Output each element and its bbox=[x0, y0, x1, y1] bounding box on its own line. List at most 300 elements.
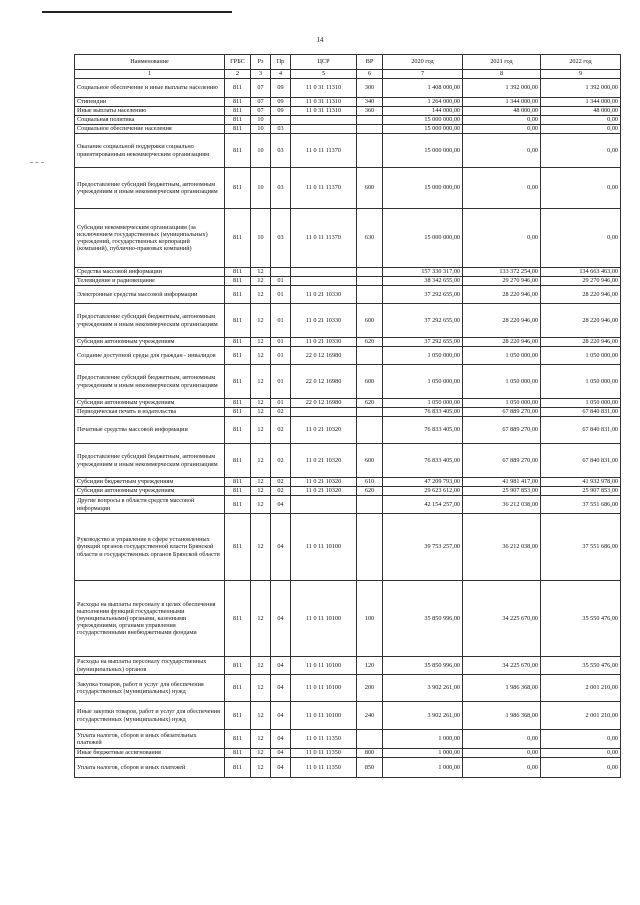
cell-name: Социальное обеспечение и иные выплаты населению bbox=[75, 79, 225, 98]
cell-2021: 1 050 000,00 bbox=[463, 347, 541, 365]
cell-csr bbox=[291, 268, 357, 277]
cell-2022: 2 001 210,00 bbox=[541, 675, 621, 702]
cell-grbs: 811 bbox=[225, 365, 251, 399]
top-rule bbox=[42, 11, 232, 13]
cell-2020: 37 292 655,00 bbox=[383, 338, 463, 347]
table-row bbox=[75, 107, 621, 116]
col-header-name: Наименование bbox=[75, 55, 225, 70]
col-header-2022: 2022 год bbox=[541, 55, 621, 70]
cell-2020: 15 000 000,00 bbox=[383, 116, 463, 125]
cell-name: Субсидии некоммерческим организациям (за исключением государственных (муниципальных) учреждений, государственных корпораций (компаний), публично-правовых компаний) bbox=[75, 209, 225, 268]
cell-pr: 03 bbox=[271, 134, 291, 168]
cell-rz: 12 bbox=[251, 702, 271, 730]
cell-2021: 0,00 bbox=[463, 758, 541, 778]
cell-2022: 67 840 831,00 bbox=[541, 444, 621, 478]
column-index-row bbox=[75, 70, 621, 79]
cell-2020: 1 000,00 bbox=[383, 749, 463, 758]
cell-rz: 12 bbox=[251, 730, 271, 749]
cell-name: Уплата налогов, сборов и иных обязательных платежей bbox=[75, 730, 225, 749]
table-row bbox=[75, 365, 621, 399]
table-row bbox=[75, 277, 621, 286]
cell-vr: 240 bbox=[357, 702, 383, 730]
table-row bbox=[75, 286, 621, 304]
cell-name: Электронные средства массовой информации bbox=[75, 286, 225, 304]
cell-grbs: 811 bbox=[225, 286, 251, 304]
cell-csr: 11 0 11 10100 bbox=[291, 657, 357, 675]
cell-csr: 22 0 12 16980 bbox=[291, 399, 357, 408]
table-row bbox=[75, 749, 621, 758]
cell-vr: 620 bbox=[357, 338, 383, 347]
col-index: 1 bbox=[75, 70, 225, 79]
cell-csr: 11 0 11 10100 bbox=[291, 702, 357, 730]
table-row bbox=[75, 304, 621, 338]
cell-2021: 67 889 270,00 bbox=[463, 444, 541, 478]
table-row bbox=[75, 514, 621, 581]
cell-pr: 01 bbox=[271, 338, 291, 347]
cell-vr: 630 bbox=[357, 209, 383, 268]
table-row bbox=[75, 399, 621, 408]
cell-csr: 11 0 21 10320 bbox=[291, 417, 357, 444]
cell-vr bbox=[357, 347, 383, 365]
cell-pr: 04 bbox=[271, 496, 291, 514]
cell-csr: 11 0 21 10330 bbox=[291, 338, 357, 347]
cell-vr: 620 bbox=[357, 399, 383, 408]
cell-csr: 11 0 21 10330 bbox=[291, 286, 357, 304]
cell-2022: 0,00 bbox=[541, 134, 621, 168]
cell-grbs: 811 bbox=[225, 675, 251, 702]
cell-2022: 25 907 853,00 bbox=[541, 487, 621, 496]
cell-grbs: 811 bbox=[225, 347, 251, 365]
cell-name: Оказание социальной поддержки социально ориентированным некоммерческим организациям bbox=[75, 134, 225, 168]
cell-2021: 1 986 368,00 bbox=[463, 702, 541, 730]
table-row bbox=[75, 478, 621, 487]
cell-2022: 35 550 476,00 bbox=[541, 657, 621, 675]
cell-2021: 28 220 946,00 bbox=[463, 304, 541, 338]
margin-mark bbox=[30, 162, 44, 164]
cell-rz: 12 bbox=[251, 408, 271, 417]
cell-2020: 1 000,00 bbox=[383, 758, 463, 778]
cell-2022: 0,00 bbox=[541, 749, 621, 758]
cell-2020: 15 000 000,00 bbox=[383, 125, 463, 134]
cell-vr: 620 bbox=[357, 487, 383, 496]
cell-rz: 07 bbox=[251, 79, 271, 98]
cell-grbs: 811 bbox=[225, 487, 251, 496]
cell-name: Другие вопросы в области средств массовой информации bbox=[75, 496, 225, 514]
cell-pr: 01 bbox=[271, 304, 291, 338]
cell-2020: 35 850 996,00 bbox=[383, 657, 463, 675]
cell-pr: 03 bbox=[271, 168, 291, 209]
cell-grbs: 811 bbox=[225, 514, 251, 581]
cell-2021: 0,00 bbox=[463, 168, 541, 209]
cell-2022: 0,00 bbox=[541, 116, 621, 125]
cell-2020: 1 408 000,00 bbox=[383, 79, 463, 98]
cell-rz: 12 bbox=[251, 675, 271, 702]
cell-csr bbox=[291, 496, 357, 514]
cell-2020: 76 833 405,00 bbox=[383, 408, 463, 417]
table-row bbox=[75, 444, 621, 478]
cell-grbs: 811 bbox=[225, 478, 251, 487]
cell-name: Создание доступной среды для граждан - инвалидов bbox=[75, 347, 225, 365]
cell-2020: 35 850 996,00 bbox=[383, 581, 463, 657]
table-row bbox=[75, 134, 621, 168]
cell-pr: 02 bbox=[271, 444, 291, 478]
cell-pr: 01 bbox=[271, 399, 291, 408]
budget-table bbox=[74, 54, 621, 778]
cell-vr: 120 bbox=[357, 657, 383, 675]
cell-2021: 67 889 270,00 bbox=[463, 408, 541, 417]
cell-2022: 28 220 946,00 bbox=[541, 338, 621, 347]
cell-grbs: 811 bbox=[225, 338, 251, 347]
cell-pr: 04 bbox=[271, 749, 291, 758]
cell-2020: 1 050 000,00 bbox=[383, 347, 463, 365]
cell-grbs: 811 bbox=[225, 581, 251, 657]
cell-vr bbox=[357, 268, 383, 277]
table-row bbox=[75, 338, 621, 347]
cell-2021: 0,00 bbox=[463, 116, 541, 125]
cell-name: Субсидии автономным учреждениям bbox=[75, 399, 225, 408]
cell-name: Социальная политика bbox=[75, 116, 225, 125]
col-header-rz: Рз bbox=[251, 55, 271, 70]
cell-2021: 34 225 670,00 bbox=[463, 581, 541, 657]
cell-pr bbox=[271, 268, 291, 277]
cell-2020: 1 000,00 bbox=[383, 730, 463, 749]
col-header-2020: 2020 год bbox=[383, 55, 463, 70]
cell-name: Субсидии автономным учреждениям bbox=[75, 338, 225, 347]
cell-2020: 37 292 655,00 bbox=[383, 304, 463, 338]
table-row bbox=[75, 417, 621, 444]
cell-2020: 39 753 257,00 bbox=[383, 514, 463, 581]
cell-vr bbox=[357, 125, 383, 134]
cell-rz: 07 bbox=[251, 107, 271, 116]
cell-pr: 09 bbox=[271, 79, 291, 98]
cell-csr: 11 0 11 11350 bbox=[291, 758, 357, 778]
cell-vr bbox=[357, 116, 383, 125]
cell-2022: 2 001 210,00 bbox=[541, 702, 621, 730]
cell-2021: 0,00 bbox=[463, 209, 541, 268]
cell-2022: 67 840 831,00 bbox=[541, 417, 621, 444]
cell-grbs: 811 bbox=[225, 268, 251, 277]
cell-2022: 1 050 000,00 bbox=[541, 347, 621, 365]
cell-pr bbox=[271, 116, 291, 125]
cell-2020: 1 050 000,00 bbox=[383, 399, 463, 408]
cell-pr: 04 bbox=[271, 702, 291, 730]
cell-2020: 144 000,00 bbox=[383, 107, 463, 116]
cell-2021: 0,00 bbox=[463, 730, 541, 749]
cell-name: Социальное обеспечение населения bbox=[75, 125, 225, 134]
cell-grbs: 811 bbox=[225, 749, 251, 758]
cell-2020: 29 623 612,00 bbox=[383, 487, 463, 496]
cell-grbs: 811 bbox=[225, 758, 251, 778]
cell-csr bbox=[291, 116, 357, 125]
cell-2022: 37 551 686,00 bbox=[541, 496, 621, 514]
cell-2022: 29 270 946,00 bbox=[541, 277, 621, 286]
table-row bbox=[75, 496, 621, 514]
table-row bbox=[75, 98, 621, 107]
cell-2021: 36 212 038,00 bbox=[463, 496, 541, 514]
cell-2021: 1 392 000,00 bbox=[463, 79, 541, 98]
cell-rz: 12 bbox=[251, 749, 271, 758]
cell-rz: 10 bbox=[251, 116, 271, 125]
cell-csr: 11 0 11 10100 bbox=[291, 581, 357, 657]
cell-csr: 11 0 21 10320 bbox=[291, 444, 357, 478]
col-index: 5 bbox=[291, 70, 357, 79]
col-header-vr: ВР bbox=[357, 55, 383, 70]
cell-2021: 0,00 bbox=[463, 749, 541, 758]
cell-2020: 1 050 000,00 bbox=[383, 365, 463, 399]
cell-2021: 1 344 000,00 bbox=[463, 98, 541, 107]
cell-rz: 12 bbox=[251, 286, 271, 304]
table-row bbox=[75, 758, 621, 778]
cell-2022: 1 050 000,00 bbox=[541, 399, 621, 408]
cell-vr bbox=[357, 496, 383, 514]
cell-2022: 1 344 000,00 bbox=[541, 98, 621, 107]
cell-2021: 133 372 254,00 bbox=[463, 268, 541, 277]
cell-rz: 12 bbox=[251, 399, 271, 408]
col-index: 6 bbox=[357, 70, 383, 79]
cell-name: Средства массовой информации bbox=[75, 268, 225, 277]
cell-csr bbox=[291, 125, 357, 134]
cell-2021: 29 270 946,00 bbox=[463, 277, 541, 286]
cell-2022: 1 392 000,00 bbox=[541, 79, 621, 98]
cell-rz: 12 bbox=[251, 758, 271, 778]
cell-2020: 3 902 261,00 bbox=[383, 675, 463, 702]
cell-2022: 28 220 946,00 bbox=[541, 286, 621, 304]
cell-2021: 1 050 000,00 bbox=[463, 365, 541, 399]
cell-grbs: 811 bbox=[225, 730, 251, 749]
cell-vr bbox=[357, 408, 383, 417]
cell-grbs: 811 bbox=[225, 125, 251, 134]
cell-grbs: 811 bbox=[225, 657, 251, 675]
cell-csr: 11 0 21 10320 bbox=[291, 487, 357, 496]
cell-name: Расходы на выплаты персоналу в целях обеспечения выполнения функций государственными (муниципальными) органами, казенными учреждениями, органами управления государственными внебюджетными фондами bbox=[75, 581, 225, 657]
cell-2021: 41 981 417,00 bbox=[463, 478, 541, 487]
cell-name: Предоставление субсидий бюджетным, автономным учреждениям и иным некоммерческим организациям bbox=[75, 168, 225, 209]
cell-pr: 03 bbox=[271, 209, 291, 268]
cell-csr: 11 0 11 10100 bbox=[291, 514, 357, 581]
cell-vr: 850 bbox=[357, 758, 383, 778]
col-index: 3 bbox=[251, 70, 271, 79]
cell-grbs: 811 bbox=[225, 417, 251, 444]
cell-vr: 610 bbox=[357, 478, 383, 487]
cell-vr: 100 bbox=[357, 581, 383, 657]
cell-2021: 0,00 bbox=[463, 134, 541, 168]
col-index: 7 bbox=[383, 70, 463, 79]
cell-name: Телевидение и радиовещание bbox=[75, 277, 225, 286]
cell-vr: 600 bbox=[357, 168, 383, 209]
cell-2020: 38 342 655,00 bbox=[383, 277, 463, 286]
cell-grbs: 811 bbox=[225, 168, 251, 209]
cell-grbs: 811 bbox=[225, 107, 251, 116]
cell-2020: 15 000 000,00 bbox=[383, 134, 463, 168]
cell-2020: 76 833 405,00 bbox=[383, 417, 463, 444]
cell-2020: 42 154 257,00 bbox=[383, 496, 463, 514]
cell-vr: 200 bbox=[357, 675, 383, 702]
cell-rz: 12 bbox=[251, 496, 271, 514]
cell-vr bbox=[357, 730, 383, 749]
cell-name: Стипендии bbox=[75, 98, 225, 107]
cell-2022: 0,00 bbox=[541, 168, 621, 209]
table-row bbox=[75, 125, 621, 134]
cell-rz: 12 bbox=[251, 581, 271, 657]
table-row bbox=[75, 702, 621, 730]
cell-2021: 48 000,00 bbox=[463, 107, 541, 116]
cell-name: Руководство и управление в сфере установленных функций органов государственной власти Брянской области и государственных органов Брянской области bbox=[75, 514, 225, 581]
cell-rz: 12 bbox=[251, 338, 271, 347]
page-number: 14 bbox=[316, 36, 324, 44]
cell-csr: 11 0 31 11310 bbox=[291, 107, 357, 116]
cell-2022: 0,00 bbox=[541, 209, 621, 268]
cell-2022: 0,00 bbox=[541, 758, 621, 778]
cell-grbs: 811 bbox=[225, 399, 251, 408]
cell-2021: 36 212 038,00 bbox=[463, 514, 541, 581]
cell-pr: 02 bbox=[271, 417, 291, 444]
cell-2020: 157 330 317,00 bbox=[383, 268, 463, 277]
header-row bbox=[75, 55, 621, 70]
cell-csr: 11 0 11 10100 bbox=[291, 675, 357, 702]
cell-grbs: 811 bbox=[225, 209, 251, 268]
cell-vr: 340 bbox=[357, 98, 383, 107]
cell-rz: 10 bbox=[251, 125, 271, 134]
cell-csr: 22 0 12 16980 bbox=[291, 365, 357, 399]
table-row bbox=[75, 79, 621, 98]
cell-name: Печатные средства массовой информации bbox=[75, 417, 225, 444]
cell-2021: 34 225 670,00 bbox=[463, 657, 541, 675]
col-header-pr: Пр bbox=[271, 55, 291, 70]
cell-rz: 12 bbox=[251, 304, 271, 338]
table-row bbox=[75, 675, 621, 702]
cell-name: Периодическая печать и издательства bbox=[75, 408, 225, 417]
table-row bbox=[75, 116, 621, 125]
cell-csr: 11 0 11 11370 bbox=[291, 168, 357, 209]
cell-name: Расходы на выплаты персоналу государственных (муниципальных) органов bbox=[75, 657, 225, 675]
cell-name: Иные выплаты населению bbox=[75, 107, 225, 116]
cell-pr: 09 bbox=[271, 107, 291, 116]
cell-vr: 600 bbox=[357, 304, 383, 338]
col-index: 4 bbox=[271, 70, 291, 79]
cell-2022: 35 550 476,00 bbox=[541, 581, 621, 657]
cell-vr bbox=[357, 417, 383, 444]
cell-csr: 11 0 11 11370 bbox=[291, 209, 357, 268]
cell-rz: 12 bbox=[251, 268, 271, 277]
table-row bbox=[75, 581, 621, 657]
cell-rz: 10 bbox=[251, 168, 271, 209]
cell-2022: 134 663 463,00 bbox=[541, 268, 621, 277]
cell-pr: 03 bbox=[271, 125, 291, 134]
cell-csr: 11 0 31 11310 bbox=[291, 79, 357, 98]
cell-2021: 1 986 368,00 bbox=[463, 675, 541, 702]
cell-rz: 12 bbox=[251, 365, 271, 399]
cell-rz: 12 bbox=[251, 514, 271, 581]
cell-name: Предоставление субсидий бюджетным, автономным учреждениям и иным некоммерческим организациям bbox=[75, 444, 225, 478]
cell-2022: 67 840 831,00 bbox=[541, 408, 621, 417]
cell-name: Закупка товаров, работ и услуг для обеспечения государственных (муниципальных) нужд bbox=[75, 675, 225, 702]
cell-2022: 41 932 978,00 bbox=[541, 478, 621, 487]
table-row bbox=[75, 730, 621, 749]
cell-pr: 04 bbox=[271, 758, 291, 778]
cell-vr bbox=[357, 514, 383, 581]
cell-grbs: 811 bbox=[225, 408, 251, 417]
table-row bbox=[75, 268, 621, 277]
col-header-2021: 2021 год bbox=[463, 55, 541, 70]
cell-2022: 48 000,00 bbox=[541, 107, 621, 116]
cell-2021: 25 907 853,00 bbox=[463, 487, 541, 496]
cell-vr: 800 bbox=[357, 749, 383, 758]
cell-csr: 11 0 11 11350 bbox=[291, 749, 357, 758]
cell-vr: 600 bbox=[357, 365, 383, 399]
cell-rz: 12 bbox=[251, 657, 271, 675]
cell-2021: 28 220 946,00 bbox=[463, 338, 541, 347]
cell-vr bbox=[357, 134, 383, 168]
cell-vr: 600 bbox=[357, 444, 383, 478]
cell-rz: 12 bbox=[251, 487, 271, 496]
cell-pr: 04 bbox=[271, 730, 291, 749]
cell-pr: 01 bbox=[271, 277, 291, 286]
cell-2020: 37 292 655,00 bbox=[383, 286, 463, 304]
cell-csr: 11 0 11 11350 bbox=[291, 730, 357, 749]
cell-csr: 11 0 21 10320 bbox=[291, 478, 357, 487]
cell-2020: 1 264 000,00 bbox=[383, 98, 463, 107]
cell-pr: 04 bbox=[271, 675, 291, 702]
table-row bbox=[75, 657, 621, 675]
cell-csr: 11 0 21 10330 bbox=[291, 304, 357, 338]
table-row bbox=[75, 487, 621, 496]
cell-rz: 07 bbox=[251, 98, 271, 107]
cell-pr: 01 bbox=[271, 365, 291, 399]
cell-name: Иные бюджетные ассигнования bbox=[75, 749, 225, 758]
cell-grbs: 811 bbox=[225, 496, 251, 514]
table-row bbox=[75, 408, 621, 417]
cell-rz: 12 bbox=[251, 444, 271, 478]
cell-2020: 3 902 261,00 bbox=[383, 702, 463, 730]
col-header-grbs: ГРБС bbox=[225, 55, 251, 70]
cell-csr: 11 0 11 11370 bbox=[291, 134, 357, 168]
cell-pr: 04 bbox=[271, 514, 291, 581]
cell-2021: 1 050 000,00 bbox=[463, 399, 541, 408]
cell-vr bbox=[357, 277, 383, 286]
table-row bbox=[75, 209, 621, 268]
cell-name: Предоставление субсидий бюджетным, автономным учреждениям и иным некоммерческим организациям bbox=[75, 365, 225, 399]
cell-grbs: 811 bbox=[225, 134, 251, 168]
cell-grbs: 811 bbox=[225, 277, 251, 286]
cell-name: Субсидии автономным учреждениям bbox=[75, 487, 225, 496]
cell-2022: 1 050 000,00 bbox=[541, 365, 621, 399]
cell-2021: 0,00 bbox=[463, 125, 541, 134]
col-index: 8 bbox=[463, 70, 541, 79]
cell-rz: 12 bbox=[251, 347, 271, 365]
cell-2020: 76 833 405,00 bbox=[383, 444, 463, 478]
cell-2022: 28 220 946,00 bbox=[541, 304, 621, 338]
cell-name: Иные закупки товаров, работ и услуг для обеспечения государственных (муниципальных) нужд bbox=[75, 702, 225, 730]
cell-name: Субсидии бюджетным учреждениям bbox=[75, 478, 225, 487]
cell-csr: 11 0 31 11310 bbox=[291, 98, 357, 107]
cell-2021: 67 889 270,00 bbox=[463, 417, 541, 444]
cell-2021: 28 220 946,00 bbox=[463, 286, 541, 304]
cell-grbs: 811 bbox=[225, 98, 251, 107]
cell-pr: 02 bbox=[271, 478, 291, 487]
col-index: 2 bbox=[225, 70, 251, 79]
cell-rz: 10 bbox=[251, 209, 271, 268]
cell-2020: 15 000 000,00 bbox=[383, 168, 463, 209]
cell-grbs: 811 bbox=[225, 116, 251, 125]
cell-rz: 12 bbox=[251, 277, 271, 286]
cell-rz: 12 bbox=[251, 478, 271, 487]
cell-2020: 47 209 793,00 bbox=[383, 478, 463, 487]
table-row bbox=[75, 347, 621, 365]
cell-rz: 12 bbox=[251, 417, 271, 444]
cell-pr: 04 bbox=[271, 657, 291, 675]
cell-2022: 0,00 bbox=[541, 730, 621, 749]
cell-grbs: 811 bbox=[225, 702, 251, 730]
